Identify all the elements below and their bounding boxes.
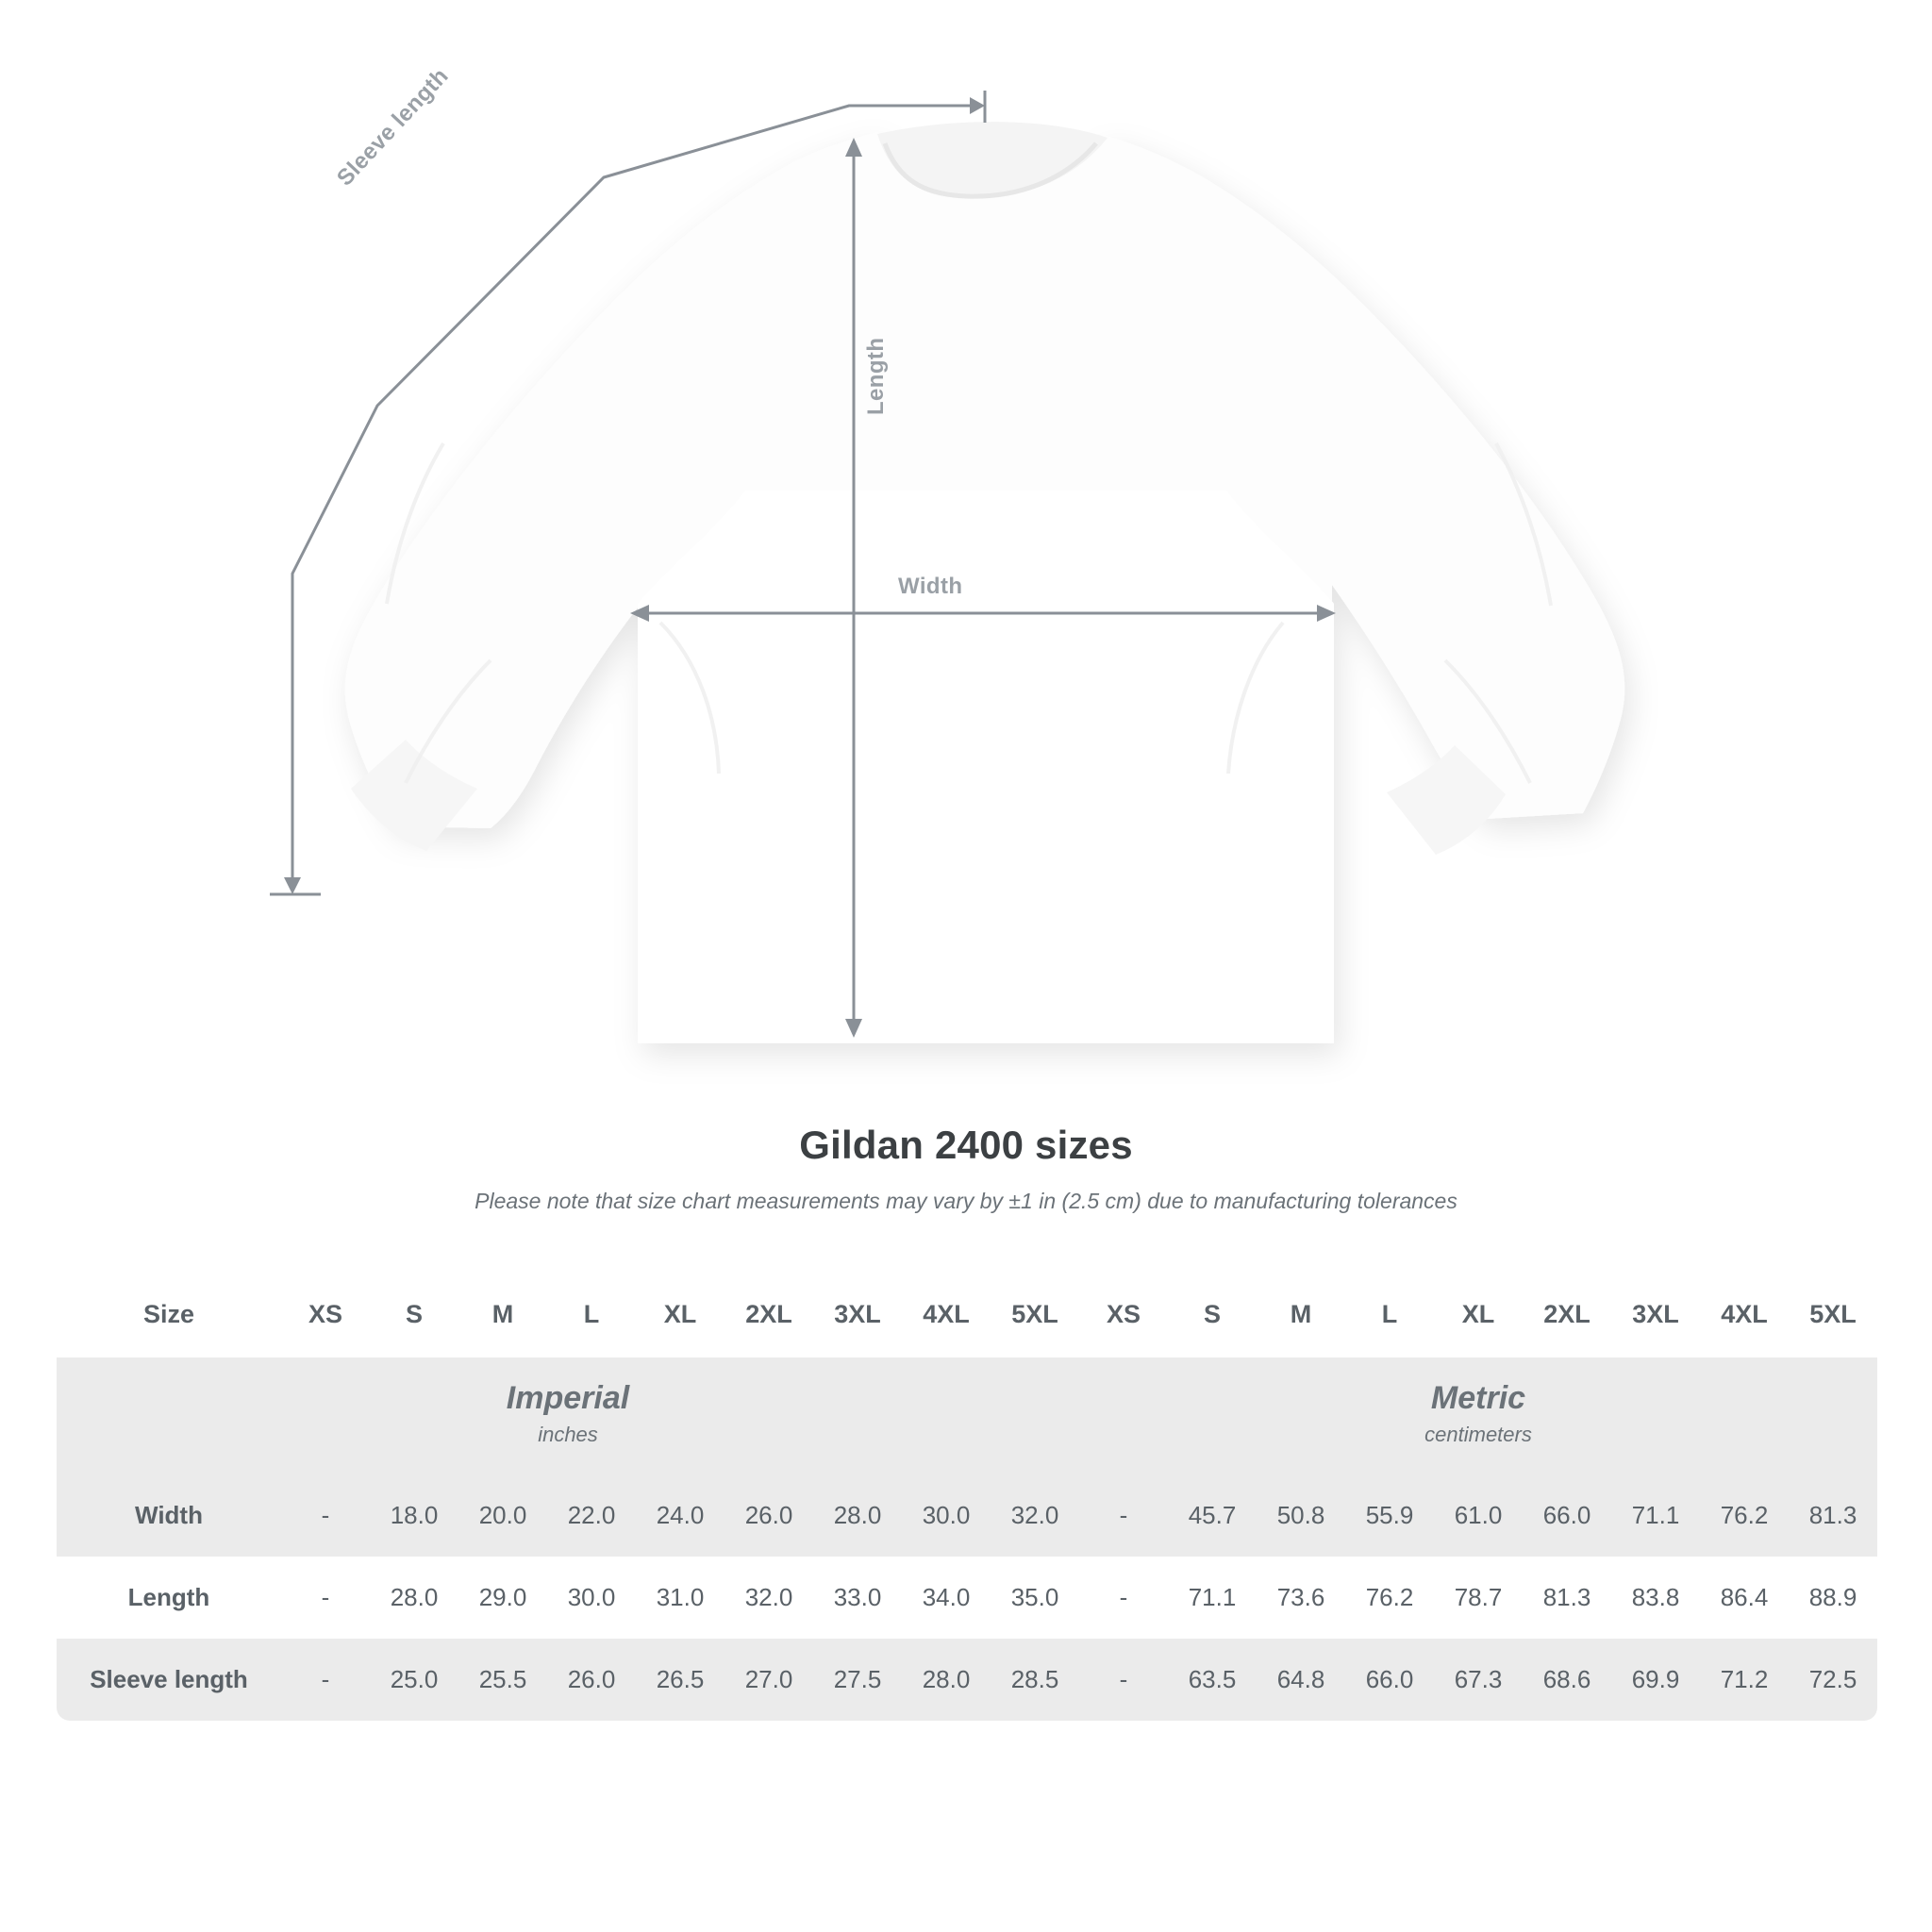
cell-sleeve-imperial-s: 25.0	[370, 1639, 458, 1721]
header-size-metric-s: S	[1168, 1272, 1257, 1357]
table-row	[57, 1474, 1877, 1557]
cell-sleeve-imperial-m: 25.5	[458, 1639, 547, 1721]
unit-metric-name: Metric	[1430, 1380, 1526, 1416]
size-header-row	[57, 1272, 1877, 1357]
cell-sleeve-imperial-xs: -	[281, 1639, 370, 1721]
cell-length-imperial-s: 28.0	[370, 1557, 458, 1639]
cell-width-imperial-3xl: 28.0	[813, 1474, 902, 1557]
unit-imperial-cell	[57, 1357, 1079, 1474]
header-size-imperial-l: L	[547, 1272, 636, 1357]
cell-sleeve-imperial-4xl: 28.0	[902, 1639, 991, 1721]
cell-length-imperial-4xl: 34.0	[902, 1557, 991, 1639]
cell-width-metric-5xl: 81.3	[1789, 1474, 1877, 1557]
length-dimension-label: Length	[863, 337, 889, 415]
cell-width-metric-m: 50.8	[1257, 1474, 1345, 1557]
cell-sleeve-metric-3xl: 69.9	[1611, 1639, 1700, 1721]
unit-metric-cell	[1079, 1357, 1877, 1474]
unit-header-row	[57, 1357, 1877, 1474]
cell-length-imperial-xl: 31.0	[636, 1557, 724, 1639]
cell-width-metric-xl: 61.0	[1434, 1474, 1523, 1557]
header-size-metric-2xl: 2XL	[1523, 1272, 1611, 1357]
cell-length-imperial-m: 29.0	[458, 1557, 547, 1639]
cell-length-imperial-5xl: 35.0	[991, 1557, 1079, 1639]
cell-sleeve-imperial-5xl: 28.5	[991, 1639, 1079, 1721]
row-label-length: Length	[57, 1557, 281, 1639]
header-size-metric-l: L	[1345, 1272, 1434, 1357]
cell-sleeve-imperial-2xl: 27.0	[724, 1639, 813, 1721]
cell-length-metric-xl: 78.7	[1434, 1557, 1523, 1639]
shirt-body	[345, 132, 1624, 1043]
cell-length-imperial-2xl: 32.0	[724, 1557, 813, 1639]
cell-sleeve-metric-m: 64.8	[1257, 1639, 1345, 1721]
cell-width-imperial-2xl: 26.0	[724, 1474, 813, 1557]
table-row	[57, 1557, 1877, 1639]
size-table	[57, 1272, 1877, 1721]
cell-sleeve-metric-xs: -	[1079, 1639, 1168, 1721]
cell-length-imperial-xs: -	[281, 1557, 370, 1639]
cell-sleeve-metric-4xl: 71.2	[1700, 1639, 1789, 1721]
page-title: Gildan 2400 sizes	[799, 1123, 1133, 1167]
cell-width-imperial-s: 18.0	[370, 1474, 458, 1557]
header-size-metric-m: M	[1257, 1272, 1345, 1357]
tolerance-note: Please note that size chart measurements may vary by ±1 in (2.5 cm) due to manufacturing tolerances	[475, 1189, 1457, 1213]
header-size-imperial-xs: XS	[281, 1272, 370, 1357]
cell-width-imperial-5xl: 32.0	[991, 1474, 1079, 1557]
cell-sleeve-metric-s: 63.5	[1168, 1639, 1257, 1721]
width-dimension-label: Width	[898, 574, 963, 599]
unit-metric-sub: centimeters	[1424, 1422, 1532, 1446]
header-size-imperial-5xl: 5XL	[991, 1272, 1079, 1357]
cell-width-imperial-xl: 24.0	[636, 1474, 724, 1557]
header-size-metric-4xl: 4XL	[1700, 1272, 1789, 1357]
cell-width-metric-3xl: 71.1	[1611, 1474, 1700, 1557]
cell-width-metric-l: 55.9	[1345, 1474, 1434, 1557]
cell-sleeve-metric-xl: 67.3	[1434, 1639, 1523, 1721]
table-row	[57, 1639, 1877, 1721]
header-size-imperial-xl: XL	[636, 1272, 724, 1357]
header-size-metric-xl: XL	[1434, 1272, 1523, 1357]
cell-width-imperial-xs: -	[281, 1474, 370, 1557]
cell-length-imperial-3xl: 33.0	[813, 1557, 902, 1639]
cell-length-metric-4xl: 86.4	[1700, 1557, 1789, 1639]
cell-sleeve-metric-l: 66.0	[1345, 1639, 1434, 1721]
cell-width-metric-s: 45.7	[1168, 1474, 1257, 1557]
header-size-imperial-3xl: 3XL	[813, 1272, 902, 1357]
cell-sleeve-imperial-xl: 26.5	[636, 1639, 724, 1721]
unit-imperial-sub: inches	[538, 1422, 598, 1446]
cell-sleeve-imperial-3xl: 27.5	[813, 1639, 902, 1721]
title-block	[0, 1123, 1932, 1214]
cell-length-metric-5xl: 88.9	[1789, 1557, 1877, 1639]
header-size-imperial-2xl: 2XL	[724, 1272, 813, 1357]
cell-length-metric-s: 71.1	[1168, 1557, 1257, 1639]
cell-length-metric-xs: -	[1079, 1557, 1168, 1639]
sleeve-length-dimension-label: Sleeve length	[332, 63, 454, 192]
cell-width-imperial-4xl: 30.0	[902, 1474, 991, 1557]
header-size-metric-xs: XS	[1079, 1272, 1168, 1357]
header-size-imperial-s: S	[370, 1272, 458, 1357]
cell-sleeve-imperial-l: 26.0	[547, 1639, 636, 1721]
cell-width-metric-4xl: 76.2	[1700, 1474, 1789, 1557]
cell-length-metric-m: 73.6	[1257, 1557, 1345, 1639]
cell-width-imperial-l: 22.0	[547, 1474, 636, 1557]
unit-imperial-name: Imperial	[506, 1380, 630, 1416]
row-label-sleeve-length: Sleeve length	[57, 1639, 281, 1721]
cell-length-metric-3xl: 83.8	[1611, 1557, 1700, 1639]
header-size: Size	[57, 1272, 281, 1357]
cell-length-imperial-l: 30.0	[547, 1557, 636, 1639]
cell-sleeve-metric-2xl: 68.6	[1523, 1639, 1611, 1721]
header-size-metric-5xl: 5XL	[1789, 1272, 1877, 1357]
size-table-wrapper	[57, 1272, 1875, 1721]
header-size-imperial-4xl: 4XL	[902, 1272, 991, 1357]
header-size-metric-3xl: 3XL	[1611, 1272, 1700, 1357]
cell-width-metric-xs: -	[1079, 1474, 1168, 1557]
cell-width-imperial-m: 20.0	[458, 1474, 547, 1557]
row-label-width: Width	[57, 1474, 281, 1557]
cell-width-metric-2xl: 66.0	[1523, 1474, 1611, 1557]
header-size-imperial-m: M	[458, 1272, 547, 1357]
cell-sleeve-metric-5xl: 72.5	[1789, 1639, 1877, 1721]
cell-length-metric-2xl: 81.3	[1523, 1557, 1611, 1639]
cell-length-metric-l: 76.2	[1345, 1557, 1434, 1639]
